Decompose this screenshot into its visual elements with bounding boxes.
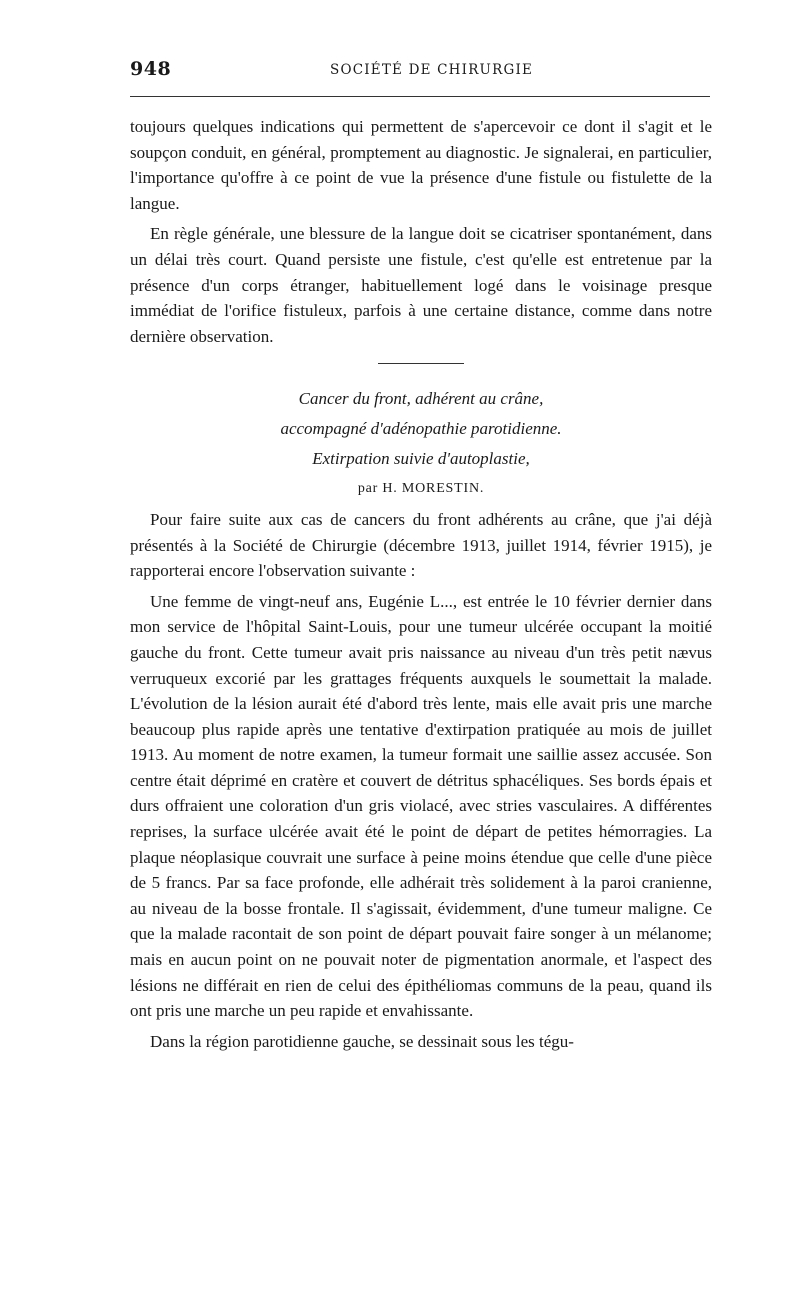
running-head bbox=[130, 58, 712, 88]
document-page bbox=[130, 0, 712, 1290]
paragraph: toujours quelques indications qui permettent de s'apercevoir ce dont il s'agit et le soupçon conduit, en général, promptement au diagnostic. Je signalerai, en particulier, l'importance qu'offre à ce point de vue la présence d'une fistule ou fistulette de la langue. bbox=[130, 117, 712, 213]
section-separator bbox=[378, 363, 464, 364]
article-title-line: accompagné d'adénopathie parotidienne. bbox=[280, 419, 562, 439]
article-author: par H. MORESTIN. bbox=[357, 481, 485, 497]
article-title-line: Extirpation suivie d'autoplastie, bbox=[312, 449, 530, 469]
article-title-line: Cancer du front, adhérent au crâne, bbox=[298, 389, 544, 409]
paragraph: Une femme de vingt-neuf ans, Eugénie L..., est entrée le 10 février dernier dans mon service de l'hôpital Saint-Louis, pour une tumeur ulcérée occupant la moitié gauche du front. Cette tumeur avait pris naissance au niveau d'un très petit nævus verruqueux excorié par les grattages fréquents auxquels le soumettait la malade. L'évolution de la lésion aurait été d'abord très lente, mais elle avait pris une marche beaucoup plus rapide après une tentative d'extirpation pratiquée au mois de juillet 1913. Au moment de notre examen, la tumeur formait une saillie assez accusée. Son centre était déprimé en cratère et couvert de détritus sphacéliques. Ses bords épais et durs offraient une coloration d'un gris violacé, avec stries vasculaires. A différentes reprises, la surface ulcérée avait été le point de départ de petites hémorragies. La plaque néoplasique couvrait une surface à peine moins étendue que celle d'une pièce de 5 francs. Par sa face profonde, elle adhérait très solidement à la paroi cranienne, au niveau de la bosse frontale. Il s'agissait, évidemment, d'une tumeur maligne. Ce que la malade racontait de son point de départ pouvait faire songer à un mélanome; mais en aucun point on ne pouvait noter de pigmentation anormale, et l'aspect des lésions ne différait en rien de celui des épithéliomas communs de la peau, quand ils ont pris une marche un peu rapide et envahissante. bbox=[130, 591, 712, 1021]
running-title: SOCIÉTÉ DE CHIRURGIE bbox=[330, 62, 534, 78]
paragraph: En règle générale, une blessure de la langue doit se cicatriser spontanément, dans un délai très court. Quand persiste une fistule, c'est qu'elle est entretenue par la présence d'un corps étranger, habituellement logé dans le voisinage presque immédiat de l'orifice fistuleux, parfois à une certaine distance, comme dans notre dernière observation. bbox=[130, 224, 712, 346]
body-text bbox=[130, 114, 712, 1059]
header-rule bbox=[130, 96, 710, 97]
paragraph: Pour faire suite aux cas de cancers du front adhérents au crâne, que j'ai déjà présentés à la Société de Chirurgie (décembre 1913, juillet 1914, février 1915), je rapporterai encore l'observation suivante : bbox=[130, 509, 712, 581]
page-number: 948 bbox=[130, 58, 172, 80]
paragraph: Dans la région parotidienne gauche, se dessinait sous les tégu- bbox=[150, 1031, 574, 1051]
